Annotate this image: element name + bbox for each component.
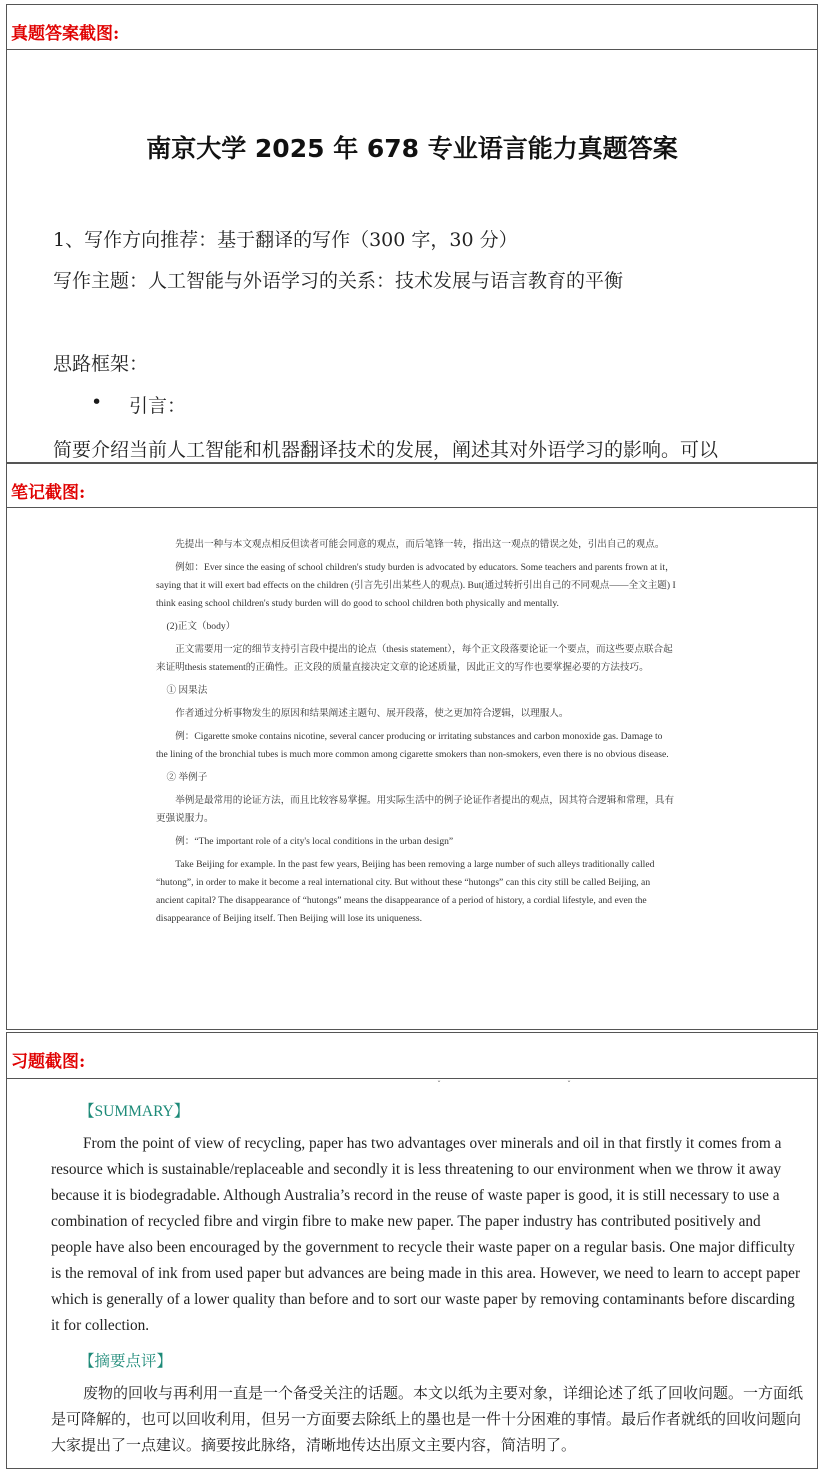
note-paragraph: 正文需要用一定的细节支持引言段中提出的论点（thesis statement），每个正文段落要论证一个要点，而这些要点联合起来证明thesis statement的正确性。正文段的质量直接决定文章的论述质量，因此正文的写作也要掌握必要的方法技巧。: [156, 644, 673, 673]
summary-text: From the point of view of recycling, paper has two advantages over minerals and oil in that firstly it comes from a resource which is sustainable/replaceable and secondly it is less threatening to our environment when we throw it away because it is biodegradable. Although Australia’s record in the reuse of waste paper is good, it is still necessary to use a combination of recycled fibre and virgin fibre to make new paper. The paper industry has contributed positively and people have also been encouraged by the government to recycle their waste paper on a regular basis. One major difficulty is the removal of ink from used paper but advances are being made in this area. However, we need to learn to accept paper which is generally of a lower quality than before and to sort our waste paper by removing contaminants before discarding it for collection.: [51, 1135, 801, 1334]
note-paragraph: 例：Cigarette smoke contains nicotine, several cancer producing or irritating substances and carbon monoxide gas. Damage to the lining of the bronchial tubes is much more common among cigarette smokers than non-smokers, even there is no obvious disease.: [156, 731, 669, 760]
intro-text: 简要介绍当前人工智能和机器翻译技术的发展，阐述其对外语学习的影响。可以: [53, 439, 719, 461]
summary-heading: 【SUMMARY】: [79, 1103, 190, 1120]
section-label: 笔记截图:: [11, 483, 86, 503]
scan-artifact: ˇ ˇ: [437, 1080, 571, 1089]
note-paragraph: 先提出一种与本文观点相反但读者可能会同意的观点，而后笔锋一转，指出这一观点的错误之处，引出自己的观点。: [175, 539, 665, 550]
writing-direction: 1、写作方向推荐：基于翻译的写作（300 字，30 分）: [53, 229, 518, 251]
note-paragraph: 作者通过分析事物发生的原因和结果阐述主题句、展开段落，使之更加符合逻辑，以理服人。: [175, 708, 569, 719]
bullet-icon: •: [91, 391, 103, 413]
notes-content: [156, 536, 676, 933]
note-heading: ① 因果法: [166, 685, 208, 696]
section-header: [7, 464, 817, 508]
writing-theme: 写作主题：人工智能与外语学习的关系：技术发展与语言教育的平衡: [53, 270, 624, 292]
intro-label: 引言：: [129, 395, 187, 417]
note-heading: (2)正文（body）: [166, 621, 236, 632]
section-header: [7, 1033, 817, 1079]
note-paragraph: 例如：Ever since the easing of school children's study burden is advocated by educators. Some teachers and parents frown at it，saying that it will exert bad effects on the children (引言先引出某些人的观点). But(通过转折引出自己的不同观点——全文主题) I think easing school children's study burden will do good to school children both physically and mentally.: [156, 562, 676, 609]
answer-body: [7, 51, 817, 462]
framework-label: 思路框架：: [53, 353, 149, 375]
note-paragraph: Take Beijing for example. In the past few years, Beijing has been removing a large number of such alleys traditionally called “hutong”, in order to make it become a real international city. But without these “hutongs” can this city still be called Beijing, an ancient capital? The disappearance of “hutongs” means the disappearance of a period of history, a cordial lifestyle, and even the disappearance of Beijing itself. Then Beijing will lose its uniqueness.: [156, 859, 655, 924]
note-paragraph: 举例是最常用的论证方法，而且比较容易掌握。用实际生活中的例子论证作者提出的观点，因其符合逻辑和常理，具有更强说服力。: [156, 795, 675, 824]
section-label: 习题截图:: [11, 1052, 86, 1072]
section-label: 真题答案截图:: [11, 24, 120, 44]
section-header: [7, 5, 817, 50]
review-heading: 【摘要点评】: [79, 1353, 173, 1370]
review-text: 废物的回收与再利用一直是一个备受关注的话题。本文以纸为主要对象，详细论述了纸了回收问题。一方面纸是可降解的，也可以回收利用，但另一方面要去除纸上的墨也是一件十分困难的事情。最后作者就纸的回收问题向大家提出了一点建议。摘要按此脉络，清晰地传达出原文主要内容，简洁明了。: [51, 1384, 804, 1454]
answer-screenshot-section: [6, 4, 818, 463]
notes-screenshot-section: [6, 463, 818, 1030]
document-title: 南京大学 2025 年 678 专业语言能力真题答案: [146, 134, 678, 163]
note-paragraph: 例：“The important role of a city's local conditions in the urban design”: [175, 836, 454, 847]
note-heading: ② 举例子: [166, 772, 208, 783]
exercise-screenshot-section: [6, 1032, 818, 1469]
